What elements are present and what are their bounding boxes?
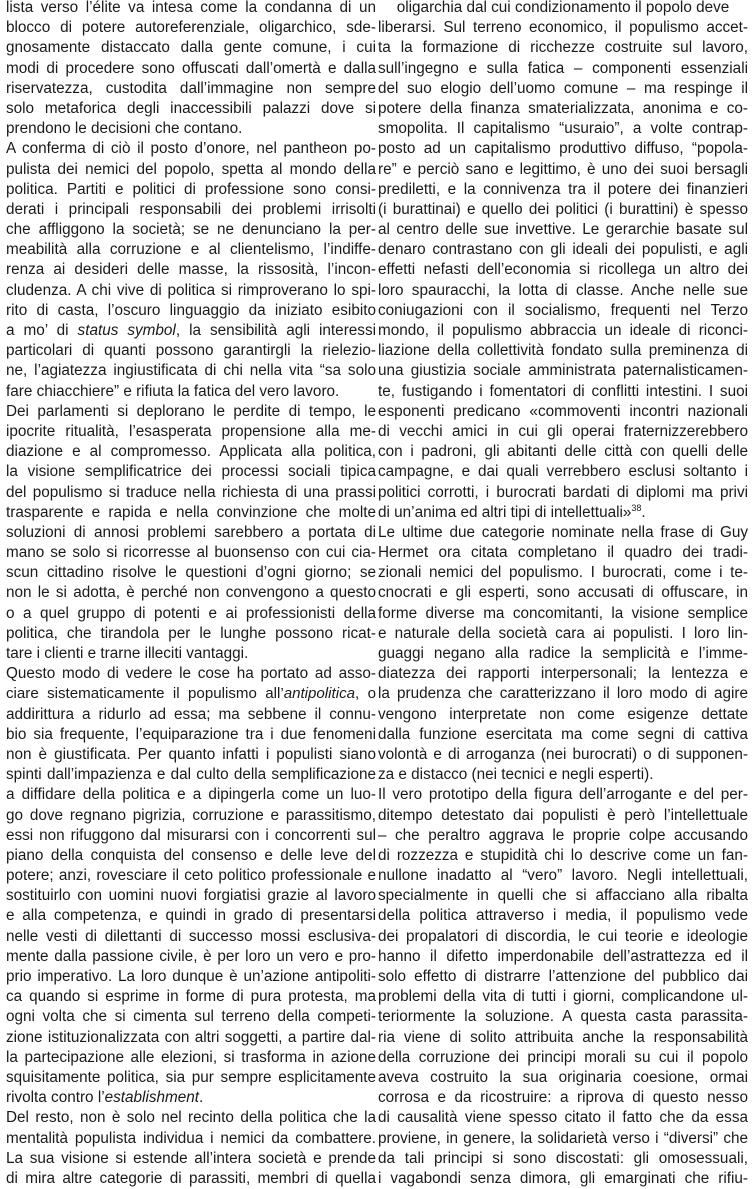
line-text: della politica attraverso i media, il populismo vede (378, 907, 748, 925)
line-text: loro spauracchi, la lotta di classe. Anche nelle sue (378, 281, 748, 299)
line-text: problemi della vita di tutti i giorni, complicandone ul- (378, 988, 748, 1006)
line-text: diazione e al compromesso. Applicata alla politica, (6, 443, 376, 461)
line-text: Questo modo di vedere le cose ha portato ad asso- (6, 665, 376, 683)
line-text: mano se solo si ricorresse al buonsenso con cui cia- (6, 544, 376, 562)
line-text: di mira altre categorie di parassiti, membri di quella (6, 1169, 376, 1187)
line-text: liazione della collettività fondato sulla preminenza di (378, 342, 748, 360)
text-line (6, 644, 376, 664)
line-text: coniugazioni con il socialismo, frequenti nel Terzo (378, 301, 748, 319)
line-text: corrosa e da ricostruire: a riprova di questo nesso (378, 1089, 748, 1107)
line-text: modi di procedere sono offuscati dall’omertà e dalla (6, 59, 376, 77)
text-line (6, 361, 376, 381)
line-text: squisitamente politica, sia pur sempre esplicitamente (6, 1068, 376, 1086)
text-line (378, 725, 748, 745)
line-text: mondo, il populismo abbraccia un ideale di riconci- (378, 322, 748, 339)
line-text: oligarchia dal cui condizionamento il popolo deve (396, 0, 730, 16)
text-line (378, 664, 748, 684)
line-text: solo metaforica degli inaccessibili palazzi dove si (6, 99, 376, 117)
line-text: nelle vesti di dilettanti di successo mossi esclusiva- (6, 927, 376, 945)
text-line (378, 927, 748, 947)
line-text: zionali nemici del populismo. I burocrati, come i te- (378, 564, 748, 582)
text-line (6, 543, 376, 563)
line-text: di un’anima ed altri tipi di intellettuali» (378, 503, 632, 521)
text-line (378, 967, 748, 987)
text-line (6, 785, 376, 805)
text-line (6, 765, 376, 785)
line-text: pulista dei nemici del popolo, spetta al mondo della (6, 160, 376, 178)
line-text: ne, l’agiatezza ingiustificata di chi nella vita “sa solo (6, 362, 376, 380)
text-line (6, 523, 376, 543)
line-text: tare i clienti e trarne illeciti vantaggi. (6, 645, 249, 662)
line-text: o a quel gruppo di potenti e ai professionisti della (6, 604, 376, 622)
line-text: i vagabondi senza dimora, gli emarginati che rifiu- (378, 1169, 748, 1187)
text-line (378, 59, 748, 79)
line-text: la prudenza che caratterizzano il loro modo di agire (378, 685, 748, 703)
text-line (6, 1108, 376, 1128)
line-text: particolari di quanti possono garantirgli la rielezio- (6, 342, 376, 360)
footnote-ref: 38 (631, 502, 642, 513)
text-line (378, 1007, 748, 1027)
text-line (6, 79, 376, 99)
line-text: campagne, e dai quali verrebbero esclusi soltanto i (378, 463, 748, 481)
text-line (6, 240, 376, 260)
text-line (6, 987, 376, 1007)
text-line (6, 503, 376, 523)
line-text: politici corrotti, i burocrati bardati di diplomi ma privi (378, 483, 748, 501)
text-line (378, 180, 748, 200)
line-text: derati i principali responsabili dei problemi irrisolti (6, 200, 376, 218)
line-text: a diffidare della politica e a dipingerla come un luo- (6, 786, 376, 804)
text-line (378, 483, 748, 503)
text-line (6, 664, 376, 684)
line-text: renza ai desideri delle masse, la rissosità, l’incon- (6, 261, 376, 279)
text-line (378, 906, 748, 926)
text-line (6, 1068, 376, 1088)
text-line (378, 321, 748, 341)
italic-term: establishment (104, 1089, 200, 1107)
text-line (378, 1068, 748, 1088)
text-line (378, 0, 748, 18)
line-text: scun cittadino risolve le questioni d’ogni giorno; se (6, 564, 376, 582)
line-text: dalla funzione esercitata ma come segni di cattiva (378, 725, 748, 743)
line-text: che affliggono la società; se ne denunciano la per- (6, 221, 376, 239)
text-line (378, 684, 748, 704)
line-text: – che peraltro aggrava le proprie colpe accusando (378, 826, 748, 844)
text-line (378, 99, 748, 119)
text-line (6, 341, 376, 361)
text-line (6, 1129, 376, 1149)
line-text: spinti dall’impazienza e dal culto della semplificazione (6, 766, 376, 784)
line-text: mente dalla passione civile, è per loro un vero e pro- (6, 947, 376, 965)
text-line (6, 301, 376, 321)
right-text-column (378, 0, 748, 1187)
line-text: aveva costruito la sua originaria coesione, ormai (378, 1068, 748, 1086)
line-text: trasparente e rapida e nella convinzione che molte (6, 503, 376, 521)
line-text: bio sia frequente, l’equiparazione tra i due fenomeni (6, 725, 376, 743)
text-line (378, 765, 748, 785)
text-line (378, 38, 748, 58)
text-line (378, 1129, 748, 1149)
line-text: al centro delle sue invettive. Le gerarchie basate sul (378, 221, 748, 239)
line-text: posto ad un capitalismo produttivo diffuso, “popola- (378, 140, 748, 158)
line-text: la partecipazione alle elezioni, si trasforma in azione (6, 1048, 376, 1066)
line-text: dei propalatori di discordia, le cui teorie e ideologie (378, 927, 748, 945)
text-line (6, 442, 376, 462)
text-line (378, 240, 748, 260)
line-text: di vecchi amici in cui gli operai fraternizzerebbero (378, 422, 748, 440)
text-line (378, 139, 748, 159)
text-line (6, 624, 376, 644)
text-line (6, 180, 376, 200)
line-text: Del resto, non è solo nel recinto della politica che la (6, 1109, 376, 1127)
text-line (378, 200, 748, 220)
text-line (6, 139, 376, 159)
text-line (6, 1149, 376, 1169)
text-line (378, 543, 748, 563)
text-line (6, 583, 376, 603)
line-text: vengono interpretate non come esigenze dettate (378, 705, 748, 723)
line-text: za e distacco (nei tecnici e negli esperti). (378, 766, 654, 784)
line-text: addirittura a ridurlo ad essa; ma sebbene il connu- (6, 705, 376, 723)
line-text: Il vero prototipo della figura dell’arrogante e del per- (378, 786, 748, 804)
line-text: ta la formazione di ricchezze costruite sul lavoro, (378, 39, 748, 57)
text-line (6, 38, 376, 58)
text-line (6, 745, 376, 765)
text-line (6, 1028, 376, 1048)
line-text: go dove regnano pigrizia, corruzione e parassitismo, (6, 806, 376, 824)
line-text: e naturale della società cara ai populisti. I loro lin- (378, 624, 748, 642)
line-text: ca quando si esprime in forme di pura protesta, ma (6, 988, 376, 1006)
text-line (378, 301, 748, 321)
line-text: forme diverse ma concomitanti, la visione semplice (378, 604, 748, 622)
text-line (378, 442, 748, 462)
italic-term: antipolitica (283, 685, 356, 703)
line-text: prediletti, e la connivenza tra il potere dei finanzieri (378, 180, 748, 198)
text-line (378, 705, 748, 725)
text-line (378, 119, 748, 139)
line-text: . (641, 503, 646, 521)
line-text: da tali principi si sono discostati: gli omosessuali, (378, 1149, 748, 1167)
line-text: politica, che tirandola per le lunghe possono ricat- (6, 624, 376, 642)
line-text: mentalità populista individua i nemici da combattere. (6, 1129, 376, 1147)
text-line (6, 160, 376, 180)
line-text: La sua visione si estende all’intera società e prende (6, 1149, 376, 1167)
line-text: politica. Partiti e politici di professione sono consi- (6, 180, 376, 198)
line-text: teriormente la soluzione. A questa casta parassita- (378, 1008, 748, 1026)
line-text: meabilità alla corruzione e al clientelismo, l’indiffe- (6, 241, 376, 259)
text-line (6, 947, 376, 967)
line-text: volontà e di arroganza (nei burocrati) o di supponen- (378, 745, 748, 763)
text-line (378, 1149, 748, 1169)
text-line (6, 725, 376, 745)
line-text: piano della conquista del consenso e delle leve del (6, 846, 376, 864)
text-line (378, 987, 748, 1007)
line-text: solo effetto di distrarre l’attenzione del pubblico dai (378, 968, 748, 985)
line-text: del suo elogio dell’uomo comune – ma respinge il (378, 79, 748, 97)
text-line (6, 59, 376, 79)
text-line (378, 1028, 748, 1048)
text-line (378, 462, 748, 482)
text-line (6, 846, 376, 866)
text-line (6, 483, 376, 503)
text-line (378, 947, 748, 967)
text-line (6, 281, 376, 301)
line-text: del populismo si traduce nella richiesta di una prassi (6, 483, 376, 501)
line-text: esponenti predicano «commoventi incontri nazionali (378, 402, 748, 420)
line-text: liberarsi. Sul terreno economico, il populismo accet- (378, 19, 748, 37)
line-text: hanno il difetto imperdonabile dell’astrattezza ed il (378, 947, 748, 965)
text-line (6, 806, 376, 826)
line-text: fare chiacchiere” e rifiuta la fatica del vero lavoro. (6, 382, 340, 400)
line-text: diatezza dei rapporti interpersonali; la lentezza e (378, 665, 748, 683)
line-text: cnocrati e gli esperti, sono accusati di offuscare, in (378, 584, 748, 602)
text-line (6, 1088, 376, 1108)
text-line (378, 1088, 748, 1108)
text-line (6, 906, 376, 926)
line-text: ditempo detestato dai populisti è però l’intellettuale (378, 806, 748, 824)
line-text: gnosamente distaccato dalla gente comune, i cui (6, 39, 376, 57)
line-text: . (199, 1089, 204, 1107)
text-line (378, 79, 748, 99)
text-line (378, 402, 748, 422)
line-text: prio imperativo. La loro dunque è un’azione antipoliti- (6, 968, 376, 985)
line-text: essi non rifuggono dal misurarsi con i concorrenti sul (6, 826, 376, 844)
text-line (6, 99, 376, 119)
text-line (6, 1048, 376, 1068)
text-line (6, 18, 376, 38)
text-line (378, 1108, 748, 1128)
text-line (6, 321, 376, 341)
line-text: di rozzezza e stupidità chi lo descrive come un fan- (378, 846, 748, 864)
text-line (6, 422, 376, 442)
line-text: Le ultime due categorie nominate nella frase di Guy (378, 523, 748, 541)
line-text: guaggi negano alla radice la semplicità e l’imme- (378, 645, 748, 662)
text-line (6, 886, 376, 906)
line-text: (i burattinai) e quello dei politici (i burattini) è spesso (378, 200, 748, 218)
text-line (378, 785, 748, 805)
text-line (6, 826, 376, 846)
line-text: nullone inadatto al “vero” lavoro. Negli intellettuali, (378, 867, 748, 885)
text-line (6, 0, 376, 18)
line-text: smopolita. Il capitalismo “usuraio”, a volte contrap- (378, 120, 748, 138)
text-line (6, 684, 376, 704)
text-line (378, 422, 748, 442)
line-text: Dei parlamenti si deplorano le perdite di tempo, le (6, 402, 376, 420)
line-text: blocco di potere autoreferenziale, oligarchico, sde- (6, 19, 376, 37)
line-text: sull’ingegno e sulla fatica – componenti essenziali (378, 59, 748, 77)
line-text: cludenza. A chi vive di politica si rimproverano lo spi- (6, 281, 376, 299)
text-line (378, 160, 748, 180)
line-text: , la sensibilità agli interessi (175, 322, 376, 339)
text-line (378, 886, 748, 906)
text-line (6, 220, 376, 240)
text-line (378, 281, 748, 301)
text-line (378, 563, 748, 583)
line-text: e alla competenza, e quindi in grado di presentarsi (6, 907, 376, 925)
italic-term: status symbol (77, 322, 176, 339)
line-text: potere; anzi, rovesciare il ceto politico professionale e (6, 867, 376, 885)
text-line (6, 260, 376, 280)
text-line (378, 806, 748, 826)
line-text: ciare sistematicamente il populismo all’ (6, 685, 284, 703)
text-line (378, 846, 748, 866)
line-text: te, fustigando i fomentatori di conflitti intestini. I suoi (378, 382, 748, 400)
text-line (378, 624, 748, 644)
text-line (6, 200, 376, 220)
text-line (378, 644, 748, 664)
line-text: ria viene di solito attribuita anche la responsabilità (378, 1028, 748, 1046)
line-text: rito di casta, l’oscuro linguaggio da iniziato esibito (6, 301, 376, 319)
line-text: di causalità viene spesso citato il fatto che da essa (378, 1109, 748, 1127)
line-text: A conferma di ciò il posto d’onore, nel pantheon po- (6, 140, 376, 158)
text-line (6, 1169, 376, 1189)
line-text: una giustizia sociale amministrata paternalisticamen- (378, 362, 748, 380)
line-text: ipocrite ritualità, l’esasperata propensione alla me- (6, 422, 376, 440)
line-text: non le si adotta, è perché non convengono a questo (6, 584, 376, 602)
text-line (6, 1007, 376, 1027)
text-line (378, 361, 748, 381)
line-text: a mo’ di (6, 322, 78, 339)
line-text: con i padroni, gli abitanti delle città con quelli delle (378, 443, 748, 461)
text-line (6, 402, 376, 422)
left-text-column (6, 0, 376, 1187)
text-line (6, 563, 376, 583)
text-line (6, 604, 376, 624)
line-text: potere della finanza smaterializzata, anonima e co- (378, 99, 748, 117)
line-text: zione istituzionalizzata con altri soggetti, a partire dal- (6, 1028, 376, 1046)
line-text: ogni volta che si cimenta sul terreno della competi- (6, 1008, 376, 1026)
text-line (6, 705, 376, 725)
text-line (6, 462, 376, 482)
line-text: riservatezza, custodita dall’immagine non sempre (6, 79, 376, 97)
line-text: , o (355, 685, 376, 703)
text-line (378, 1048, 748, 1068)
line-text: proviene, in genere, la solidarietà verso i “diversi” che (378, 1129, 748, 1147)
line-text: rivolta contro l’ (6, 1089, 105, 1107)
line-text: Hermet ora citata completano il quadro dei tradi- (378, 544, 748, 562)
line-text: la visione semplificatrice dei processi sociali tipica (6, 463, 376, 481)
text-line (378, 866, 748, 886)
text-line (6, 967, 376, 987)
text-line (378, 826, 748, 846)
text-line (378, 523, 748, 543)
text-line (378, 260, 748, 280)
text-line (6, 866, 376, 886)
line-text: soluzioni di annosi problemi sarebbero a portata di (6, 523, 376, 541)
text-line (378, 503, 748, 523)
line-text: effetti nefasti dell’economia si ricollega un altro dei (378, 261, 748, 279)
line-text: re” e perciò sano e legittimo, è uno dei suoi bersagli (378, 160, 748, 178)
text-line (378, 1169, 748, 1189)
text-line (378, 220, 748, 240)
line-text: specialmente in quelli che si affacciano alla ribalta (378, 887, 748, 905)
text-line (378, 604, 748, 624)
text-line (6, 119, 376, 139)
line-text: non è giustificata. Per quanto infatti i populisti siano (6, 745, 376, 763)
line-text: sostituirlo con uomini nuovi forgiatisi grazie al lavoro (6, 887, 376, 905)
line-text: lista verso l’élite va intesa come la condanna di un (6, 0, 376, 16)
line-text: denaro contrastano con gli ideali dei populisti, e agli (378, 241, 748, 259)
text-line (6, 927, 376, 947)
text-line (6, 382, 376, 402)
text-line (378, 341, 748, 361)
line-text: prendono le decisioni che contano. (6, 120, 243, 138)
text-line (378, 18, 748, 38)
text-line (378, 583, 748, 603)
text-line (378, 745, 748, 765)
line-text: della corruzione dei principi morali su cui il popolo (378, 1048, 748, 1066)
text-line (378, 382, 748, 402)
